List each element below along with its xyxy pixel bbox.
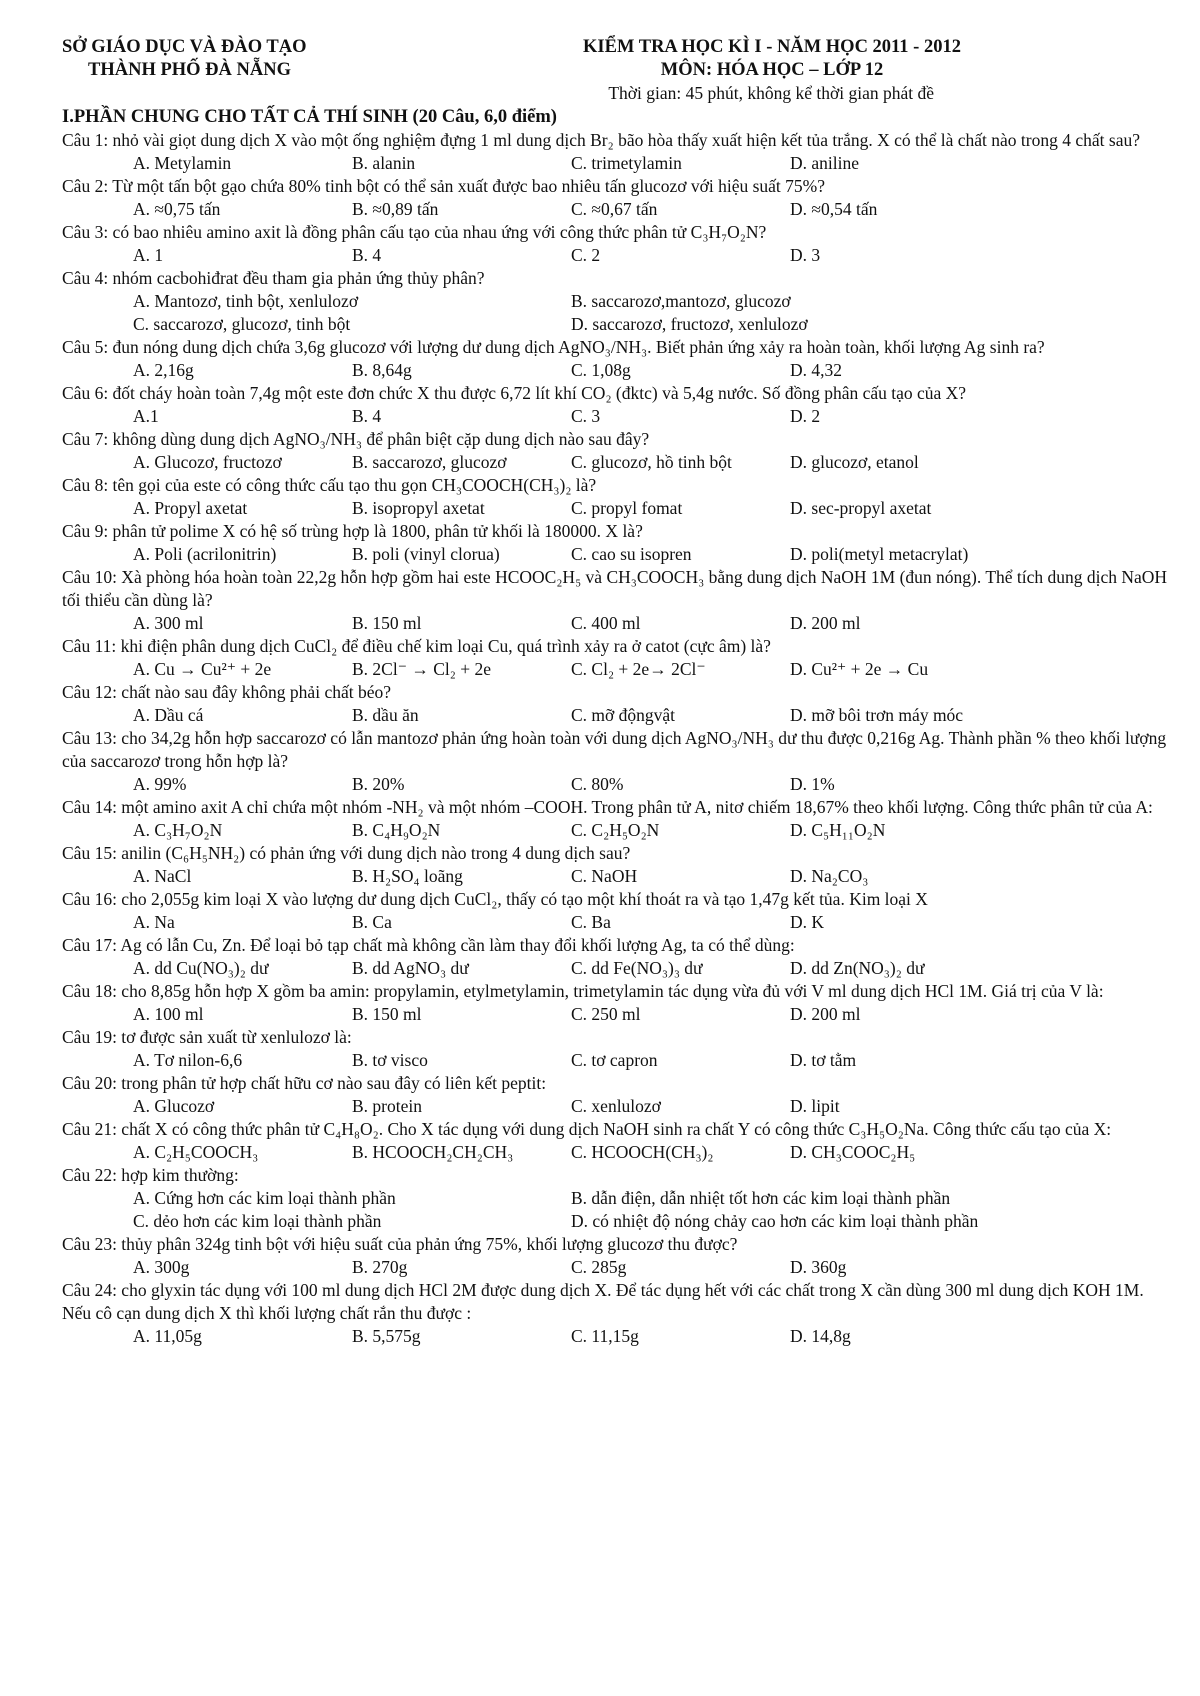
answer-option-a: A. Poli (acrilonitrin) (133, 544, 277, 564)
answer-options (62, 543, 1172, 566)
question-text: Câu 16: cho 2,055g kim loại X vào lượng dư dung dịch CuCl₂, thấy có tạo một khí thoát ra và tạo 1,47g kết tủa. Kim loại X (62, 889, 928, 909)
answer-option-c: C. Cl₂ + 2e→ 2Cl⁻ (571, 659, 706, 679)
exam-title: KIỂM TRA HỌC KÌ I - NĂM HỌC 2011 - 2012 (583, 37, 961, 57)
answer-option-c: C. glucozơ, hồ tinh bột (571, 452, 732, 472)
question-text: Câu 7: không dùng dung dịch AgNO₃/NH₃ để phân biệt cặp dung dịch nào sau đây? (62, 429, 650, 449)
answer-options (62, 1141, 1172, 1164)
question-block (62, 129, 1172, 175)
question-text: Câu 5: đun nóng dung dịch chứa 3,6g glucozơ với lượng dư dung dịch AgNO₃/NH₃. Biết phản ứng xảy ra hoàn toàn, khối lượng Ag sinh ra? (62, 337, 1045, 357)
answer-option-c: C. 1,08g (571, 360, 631, 380)
answer-option-a: A. 1 (133, 245, 164, 265)
question-text: Câu 20: trong phân tử hợp chất hữu cơ nào sau đây có liên kết peptit: (62, 1073, 547, 1093)
header-row-2 (62, 59, 1172, 82)
answer-option-c: C. 80% (571, 774, 624, 794)
answer-option-a: A. Tơ nilon-6,6 (133, 1050, 243, 1070)
question-block (62, 796, 1172, 842)
question-text: Câu 19: tơ được sản xuất từ xenlulozơ là: (62, 1027, 352, 1047)
question-block (62, 1233, 1172, 1279)
answer-option-c: C. dẻo hơn các kim loại thành phần (133, 1211, 382, 1231)
question-text: Câu 12: chất nào sau đây không phải chất béo? (62, 682, 391, 702)
question-block (62, 382, 1172, 428)
question-block (62, 681, 1172, 727)
question-text: Câu 2: Từ một tấn bột gạo chứa 80% tinh bột có thể sản xuất được bao nhiêu tấn glucozơ với hiệu suất 75%? (62, 176, 826, 196)
answer-option-c: C. 285g (571, 1257, 627, 1277)
question-text: Câu 1: nhỏ vài giọt dung dịch X vào một ống nghiệm đựng 1 ml dung dịch Br₂ bão hòa thấy xuất hiện kết tủa trắng. X có thể là chất nào trong 4 chất sau? (62, 130, 1140, 150)
answer-option-d: D. 200 ml (790, 613, 861, 633)
question-block (62, 336, 1172, 382)
answer-options (62, 244, 1172, 267)
answer-option-d: D. poli(metyl metacrylat) (790, 544, 969, 564)
answer-option-d: D. có nhiệt độ nóng chảy cao hơn các kim loại thành phần (571, 1211, 979, 1231)
answer-option-b: B. C₄H₉O₂N (352, 820, 441, 840)
answer-option-b: B. saccarozơ,mantozơ, glucozơ (571, 291, 791, 311)
question-block (62, 727, 1172, 796)
answer-options (62, 1095, 1172, 1118)
answer-option-d: D. 14,8g (790, 1326, 851, 1346)
question-text: Câu 14: một amino axit A chỉ chứa một nhóm -NH₂ và một nhóm –COOH. Trong phân tử A, nitơ chiếm 18,67% theo khối lượng. Công thức phân tử của A: (62, 797, 1153, 817)
answer-options (62, 1187, 1172, 1233)
question-block (62, 428, 1172, 474)
answer-options (62, 290, 1172, 336)
answer-option-b: B. 5,575g (352, 1326, 421, 1346)
question-text: Câu 13: cho 34,2g hỗn hợp saccarozơ có lẫn mantozơ phản ứng hoàn toàn với dung dịch AgNO₃/NH₃ dư thu được 0,216g Ag. Thành phần % theo khối lượng của saccarozơ trong hỗn hợp là? (62, 728, 1167, 771)
answer-option-d: D. 1% (790, 774, 835, 794)
answer-option-d: D. lipit (790, 1096, 840, 1116)
answer-option-d: D. glucozơ, etanol (790, 452, 919, 472)
answer-option-d: D. 360g (790, 1257, 847, 1277)
answer-option-a: A. 99% (133, 774, 187, 794)
answer-option-c: C. 400 ml (571, 613, 641, 633)
answer-option-d: D. dd Zn(NO₃)₂ dư (790, 958, 925, 978)
question-text: Câu 21: chất X có công thức phân tử C₄H₈O₂. Cho X tác dụng với dung dịch NaOH sinh ra chất Y có công thức C₃H₅O₂Na. Công thức cấu tạo của X: (62, 1119, 1112, 1139)
answer-option-c: C. trimetylamin (571, 153, 682, 173)
answer-options (62, 612, 1172, 635)
answer-option-d: D. mỡ bôi trơn máy móc (790, 705, 964, 725)
answer-option-b: B. ≈0,89 tấn (352, 199, 439, 219)
answer-option-c: C. HCOOCH(CH₃)₂ (571, 1142, 714, 1162)
answer-option-b: B. 150 ml (352, 613, 422, 633)
answer-options (62, 451, 1172, 474)
question-text: Câu 9: phân tử polime X có hệ số trùng hợp là 1800, phân tử khối là 180000. X là? (62, 521, 643, 541)
question-block (62, 1072, 1172, 1118)
question-text: Câu 6: đốt cháy hoàn toàn 7,4g một este đơn chức X thu được 6,72 lít khí CO₂ (đktc) và 5,4g nước. Số đồng phân cấu tạo của X? (62, 383, 967, 403)
answer-option-a: A. Cu → Cu²⁺ + 2e (133, 659, 272, 679)
question-block (62, 980, 1172, 1026)
answer-option-b: B. alanin (352, 153, 416, 173)
answer-options (62, 819, 1172, 842)
answer-option-b: B. Ca (352, 912, 392, 932)
answer-option-d: D. Na₂CO₃ (790, 866, 869, 886)
question-block (62, 888, 1172, 934)
answer-option-d: D. K (790, 912, 825, 932)
answer-option-b: B. 4 (352, 245, 382, 265)
question-text: Câu 15: anilin (C₆H₅NH₂) có phản ứng với dung dịch nào trong 4 dung dịch sau? (62, 843, 631, 863)
answer-option-c: C. Ba (571, 912, 611, 932)
question-block (62, 221, 1172, 267)
question-block (62, 474, 1172, 520)
answer-option-a: A. C₃H₇O₂N (133, 820, 223, 840)
question-text: Câu 11: khi điện phân dung dịch CuCl₂ để điều chế kim loại Cu, quá trình xảy ra ở catot (cực âm) là? (62, 636, 771, 656)
question-block (62, 267, 1172, 336)
question-block (62, 175, 1172, 221)
answer-option-c: C. 250 ml (571, 1004, 641, 1024)
answer-option-d: D. 200 ml (790, 1004, 861, 1024)
exam-page (62, 36, 1172, 1348)
answer-option-d: D. tơ tằm (790, 1050, 857, 1070)
answer-option-a: A. 300 ml (133, 613, 204, 633)
answer-option-d: D. C₅H₁₁O₂N (790, 820, 886, 840)
answer-option-b: B. saccarozơ, glucozơ (352, 452, 507, 472)
answer-options (62, 152, 1172, 175)
answer-option-c: C. 2 (571, 245, 601, 265)
answer-option-c: C. tơ capron (571, 1050, 658, 1070)
question-text: Câu 8: tên gọi của este có công thức cấu tạo thu gọn CH₃COOCH(CH₃)₂ là? (62, 475, 597, 495)
department-name: SỞ GIÁO DỤC VÀ ĐÀO TẠO (62, 37, 307, 57)
answer-options (62, 658, 1172, 681)
answer-options (62, 1049, 1172, 1072)
question-text: Câu 4: nhóm cacbohiđrat đều tham gia phản ứng thủy phân? (62, 268, 485, 288)
answer-option-a: A. Mantozơ, tinh bột, xenlulozơ (133, 291, 359, 311)
answer-option-b: B. H₂SO₄ loãng (352, 866, 463, 886)
answer-option-c: C. mỡ độngvật (571, 705, 676, 725)
question-text: Câu 18: cho 8,85g hỗn hợp X gồm ba amin: propylamin, etylmetylamin, trimetylamin tác dụng vừa đủ với V ml dung dịch HCl 1M. Giá trị của V là: (62, 981, 1104, 1001)
answer-option-b: B. 270g (352, 1257, 408, 1277)
answer-option-b: B. poli (vinyl clorua) (352, 544, 500, 564)
question-block (62, 1118, 1172, 1164)
answer-option-a: A. Dầu cá (133, 705, 204, 725)
question-block (62, 635, 1172, 681)
answer-option-b: B. 150 ml (352, 1004, 422, 1024)
answer-option-a: A. Metylamin (133, 153, 232, 173)
answer-option-c: C. dd Fe(NO₃)₃ dư (571, 958, 703, 978)
time-note: Thời gian: 45 phút, không kể thời gian phát đề (608, 83, 934, 103)
answer-option-b: B. HCOOCH₂CH₂CH₃ (352, 1142, 514, 1162)
answer-option-d: D. aniline (790, 153, 860, 173)
answer-options (62, 773, 1172, 796)
question-block (62, 1164, 1172, 1233)
question-list (62, 129, 1172, 1348)
answer-option-b: B. protein (352, 1096, 422, 1116)
subject-title: MÔN: HÓA HỌC – LỚP 12 (660, 60, 884, 80)
answer-options (62, 198, 1172, 221)
answer-option-a: A. 2,16g (133, 360, 194, 380)
question-text: Câu 10: Xà phòng hóa hoàn toàn 22,2g hỗn hợp gồm hai este HCOOC₂H₅ và CH₃COOCH₃ bằng dung dịch NaOH 1M (đun nóng). Thể tích dung dịch NaOH tối thiểu cần dùng là? (62, 567, 1168, 610)
answer-option-a: A. C₂H₅COOCH₃ (133, 1142, 259, 1162)
question-block (62, 1026, 1172, 1072)
answer-option-a: A. dd Cu(NO₃)₂ dư (133, 958, 269, 978)
answer-option-b: B. dd AgNO₃ dư (352, 958, 469, 978)
city-name: THÀNH PHỐ ĐÀ NẴNG (88, 60, 291, 80)
answer-options (62, 1003, 1172, 1026)
answer-option-c: C. NaOH (571, 866, 638, 886)
answer-option-a: A. Cứng hơn các kim loại thành phần (133, 1188, 396, 1208)
answer-option-c: C. cao su isopren (571, 544, 692, 564)
answer-option-c: C. ≈0,67 tấn (571, 199, 658, 219)
answer-option-c: C. 3 (571, 406, 601, 426)
question-block (62, 1279, 1172, 1348)
answer-option-d: D. 2 (790, 406, 821, 426)
answer-option-b: B. tơ visco (352, 1050, 428, 1070)
answer-option-a: A. Glucozơ, fructozơ (133, 452, 282, 472)
answer-options (62, 497, 1172, 520)
answer-option-a: A. NaCl (133, 866, 192, 886)
answer-option-b: B. 2Cl⁻ → Cl₂ + 2e (352, 659, 491, 679)
answer-options (62, 957, 1172, 980)
answer-options (62, 1325, 1172, 1348)
answer-option-c: C. C₂H₅O₂N (571, 820, 660, 840)
section-title: I.PHẦN CHUNG CHO TẤT CẢ THÍ SINH (20 Câu, 6,0 điểm) (62, 107, 557, 127)
answer-option-b: B. 20% (352, 774, 405, 794)
answer-options (62, 911, 1172, 934)
answer-option-b: B. 4 (352, 406, 382, 426)
answer-option-c: C. 11,15g (571, 1326, 639, 1346)
answer-option-d: D. Cu²⁺ + 2e → Cu (790, 659, 929, 679)
question-text: Câu 3: có bao nhiêu amino axit là đồng phân cấu tạo của nhau ứng với công thức phân tử C₃H₇O₂N? (62, 222, 767, 242)
answer-options (62, 359, 1172, 382)
answer-option-a: A. Na (133, 912, 175, 932)
answer-option-c: C. saccarozơ, glucozơ, tinh bột (133, 314, 351, 334)
answer-option-b: B. isopropyl axetat (352, 498, 485, 518)
answer-options (62, 1256, 1172, 1279)
answer-option-a: A. ≈0,75 tấn (133, 199, 221, 219)
question-block (62, 566, 1172, 635)
question-text: Câu 23: thủy phân 324g tinh bột với hiệu suất của phản ứng 75%, khối lượng glucozơ thu được? (62, 1234, 738, 1254)
answer-options (62, 704, 1172, 727)
answer-option-a: A. Propyl axetat (133, 498, 248, 518)
question-block (62, 520, 1172, 566)
answer-option-d: D. 4,32 (790, 360, 843, 380)
answer-option-a: A. 11,05g (133, 1326, 202, 1346)
answer-option-d: D. 3 (790, 245, 821, 265)
question-text: Câu 22: hợp kim thường: (62, 1165, 239, 1185)
answer-option-a: A. Glucozơ (133, 1096, 215, 1116)
answer-options (62, 865, 1172, 888)
answer-option-d: D. CH₃COOC₂H₅ (790, 1142, 916, 1162)
answer-option-b: B. dẫn điện, dẫn nhiệt tốt hơn các kim loại thành phần (571, 1188, 951, 1208)
question-text: Câu 17: Ag có lẫn Cu, Zn. Để loại bỏ tạp chất mà không cần làm thay đổi khối lượng Ag, ta có thể dùng: (62, 935, 795, 955)
answer-option-d: D. ≈0,54 tấn (790, 199, 878, 219)
answer-option-b: B. 8,64g (352, 360, 412, 380)
answer-option-b: B. dầu ăn (352, 705, 419, 725)
answer-option-a: A. 300g (133, 1257, 190, 1277)
answer-options (62, 405, 1172, 428)
header-row-1 (62, 36, 1172, 59)
answer-option-d: D. sec-propyl axetat (790, 498, 932, 518)
answer-option-c: C. xenlulozơ (571, 1096, 661, 1116)
answer-option-a: A. 100 ml (133, 1004, 204, 1024)
answer-option-d: D. saccarozơ, fructozơ, xenlulozơ (571, 314, 808, 334)
question-block (62, 934, 1172, 980)
answer-option-a: A.1 (133, 406, 159, 426)
question-text: Câu 24: cho glyxin tác dụng với 100 ml dung dịch HCl 2M được dung dịch X. Để tác dụng hết với các chất trong X cần dùng 300 ml dung dịch KOH 1M. Nếu cô cạn dung dịch X thì khối lượng chất rắn thu được : (62, 1280, 1144, 1323)
answer-option-c: C. propyl fomat (571, 498, 683, 518)
question-block (62, 842, 1172, 888)
